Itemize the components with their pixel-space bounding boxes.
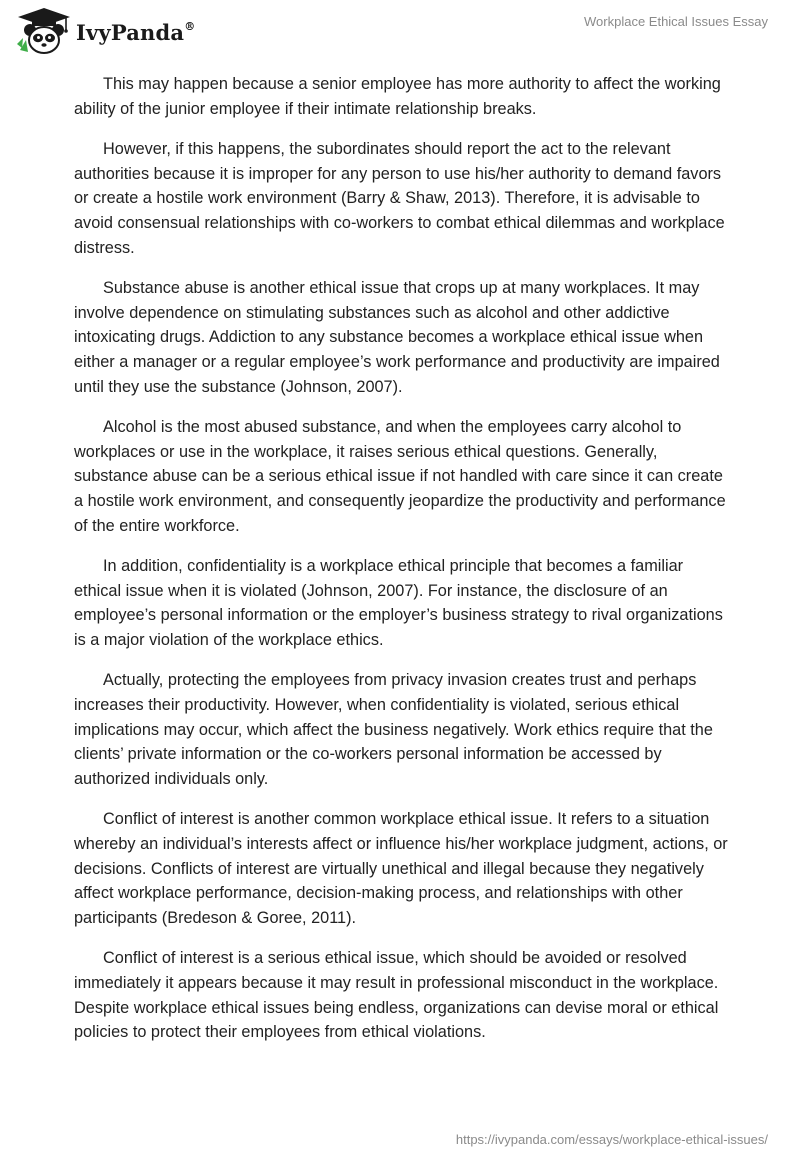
registered-mark: ®	[184, 19, 196, 33]
panda-graduate-icon	[14, 6, 74, 58]
essay-body	[74, 72, 734, 1061]
source-url-link[interactable]: https://ivypanda.com/essays/workplace-ethical-issues/	[455, 1132, 768, 1147]
document-title: Workplace Ethical Issues Essay	[584, 14, 768, 29]
paragraph: This may happen because a senior employee has more authority to affect the working ability of the junior employee if their intimate relationship breaks.	[74, 75, 721, 118]
ivypanda-logo[interactable]	[14, 6, 195, 58]
paragraph: However, if this happens, the subordinates should report the act to the relevant authorities because it is improper for any person to use his/her authority to demand favors or create a hostile work environment (Barry & Shaw, 2013). Therefore, it is advisable to avoid consensual relationships with co-workers to combat ethical dilemmas and workplace distress.	[74, 140, 725, 257]
brand-name: IvyPanda®	[76, 19, 196, 45]
paragraph: Conflict of interest is another common workplace ethical issue. It refers to a situation whereby an individual’s interests affect or influence his/her workplace judgment, actions, or decisions. Conflicts of interest are virtually unethical and illegal because they negatively affect workplace performance, decision-making process, and relationships with other participants (Bredeson & Goree, 2011).	[74, 810, 728, 927]
paragraph: In addition, confidentiality is a workplace ethical principle that becomes a familiar ethical issue when it is violated (Johnson, 2007). For instance, the disclosure of an employee’s personal information or the employer’s business strategy to rival organizations is a major violation of the workplace ethics.	[74, 557, 723, 649]
paragraph: Actually, protecting the employees from privacy invasion creates trust and perhaps increases their productivity. However, when confidentiality is violated, serious ethical implications may occur, which affect the business negatively. Work ethics require that the clients’ private information or the co-workers personal information be accessed by authorized individuals only.	[74, 671, 713, 788]
paragraph: Substance abuse is another ethical issue that crops up at many workplaces. It may involve dependence on stimulating substances such as alcohol and other addictive intoxicating drugs. Addiction to any substance becomes a workplace ethical issue when either a manager or a regular employee’s work performance and productivity are impaired until they use the substance (Johnson, 2007).	[74, 279, 720, 396]
paragraph: Alcohol is the most abused substance, and when the employees carry alcohol to workplaces or use in the workplace, it raises serious ethical questions. Generally, substance abuse can be a serious ethical issue if not handled with care since it can create a hostile work environment, and consequently jeopardize the productivity and performance of the entire workforce.	[74, 418, 726, 535]
paragraph: Conflict of interest is a serious ethical issue, which should be avoided or resolved immediately it appears because it may result in professional misconduct in the workplace. Despite workplace ethical issues being endless, organizations can devise moral or ethical policies to protect their employees from ethical violations.	[74, 949, 719, 1042]
